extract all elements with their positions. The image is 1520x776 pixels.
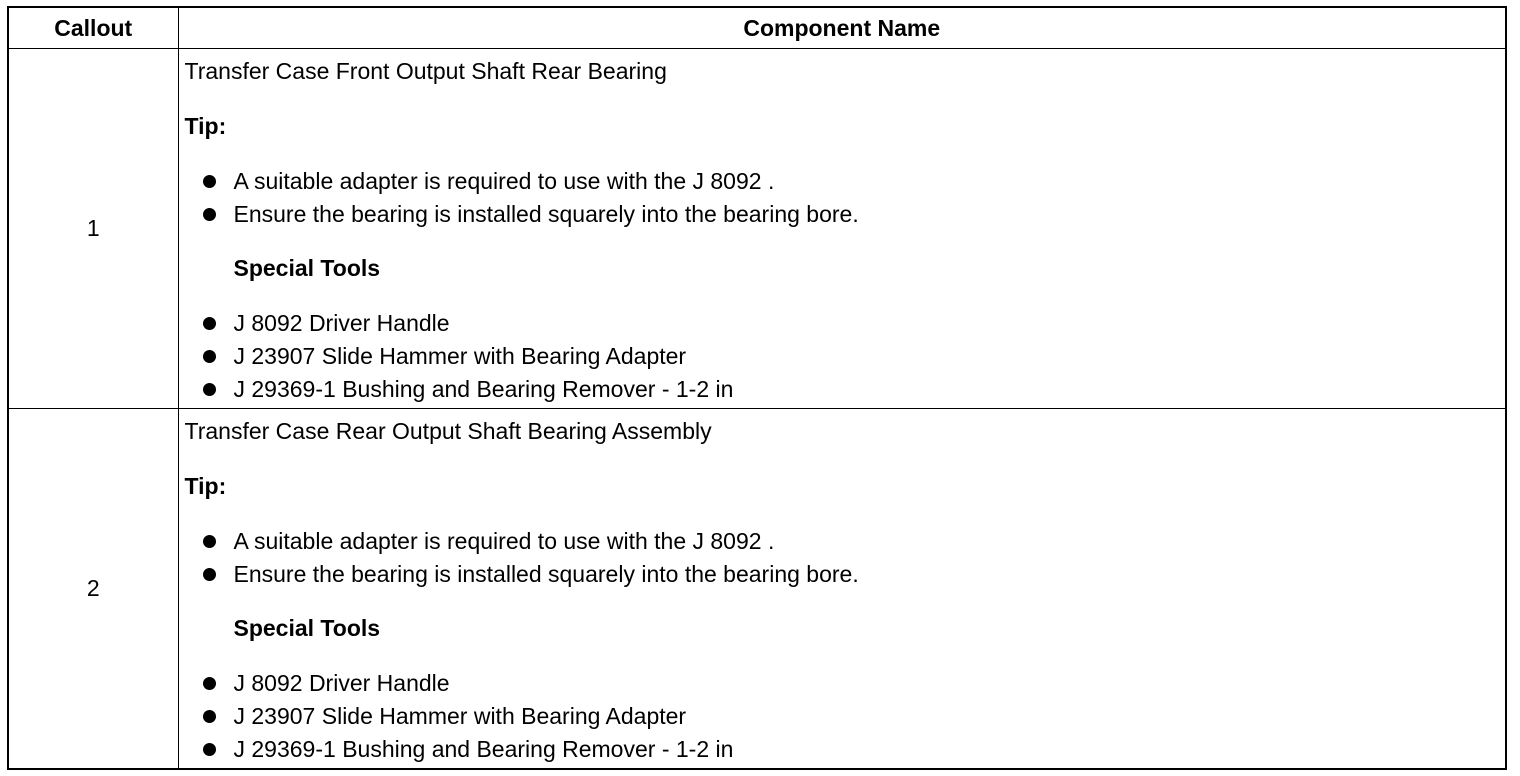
- list-item: [185, 700, 1506, 733]
- bullet-icon: [203, 317, 216, 330]
- bullet-icon: [203, 535, 216, 548]
- list-item: [185, 733, 1506, 766]
- table-row: [8, 409, 1506, 770]
- list-item: [185, 340, 1506, 373]
- tip-text: Ensure the bearing is installed squarely into the bearing bore.: [233, 561, 859, 587]
- tip-list: [185, 165, 1506, 231]
- list-item: [185, 307, 1506, 340]
- bullet-icon: [203, 383, 216, 396]
- list-item: [185, 373, 1506, 406]
- callout-number: 2: [8, 409, 178, 770]
- tool-text: J 23907 Slide Hammer with Bearing Adapter: [233, 343, 687, 369]
- list-item: [185, 525, 1506, 558]
- tip-text: Ensure the bearing is installed squarely into the bearing bore.: [233, 201, 859, 227]
- bullet-icon: [203, 677, 216, 690]
- tool-text: J 8092 Driver Handle: [233, 310, 450, 336]
- table-row: [8, 49, 1506, 409]
- bullet-icon: [203, 710, 216, 723]
- component-cell: [178, 49, 1506, 409]
- tool-text: J 29369-1 Bushing and Bearing Remover - 1-2 in: [233, 376, 734, 402]
- tip-label: Tip:: [184, 473, 227, 499]
- tool-text: J 8092 Driver Handle: [233, 670, 450, 696]
- tool-text: J 29369-1 Bushing and Bearing Remover - 1-2 in: [233, 736, 734, 762]
- tip-text: A suitable adapter is required to use with the J 8092 .: [233, 168, 775, 194]
- table-header-row: [8, 7, 1506, 49]
- tip-list: [185, 525, 1506, 591]
- list-item: [185, 198, 1506, 231]
- list-item: [185, 558, 1506, 591]
- special-tools-list: [185, 667, 1506, 766]
- callout-column-header: Callout: [8, 7, 178, 49]
- bullet-icon: [203, 743, 216, 756]
- bullet-icon: [203, 568, 216, 581]
- special-tools-list: [185, 307, 1506, 406]
- component-name: Transfer Case Front Output Shaft Rear Bearing: [184, 58, 667, 84]
- special-tools-heading: Special Tools: [233, 615, 381, 641]
- list-item: [185, 165, 1506, 198]
- component-table: [7, 6, 1507, 770]
- tip-label: Tip:: [184, 113, 227, 139]
- bullet-icon: [203, 350, 216, 363]
- tip-text: A suitable adapter is required to use with the J 8092 .: [233, 528, 775, 554]
- callout-number: 1: [8, 49, 178, 409]
- tool-text: J 23907 Slide Hammer with Bearing Adapter: [233, 703, 687, 729]
- special-tools-heading: Special Tools: [233, 255, 381, 281]
- bullet-icon: [203, 208, 216, 221]
- component-name: Transfer Case Rear Output Shaft Bearing Assembly: [184, 418, 712, 444]
- component-name-column-header: Component Name: [178, 7, 1506, 49]
- component-cell: [178, 409, 1506, 770]
- list-item: [185, 667, 1506, 700]
- bullet-icon: [203, 175, 216, 188]
